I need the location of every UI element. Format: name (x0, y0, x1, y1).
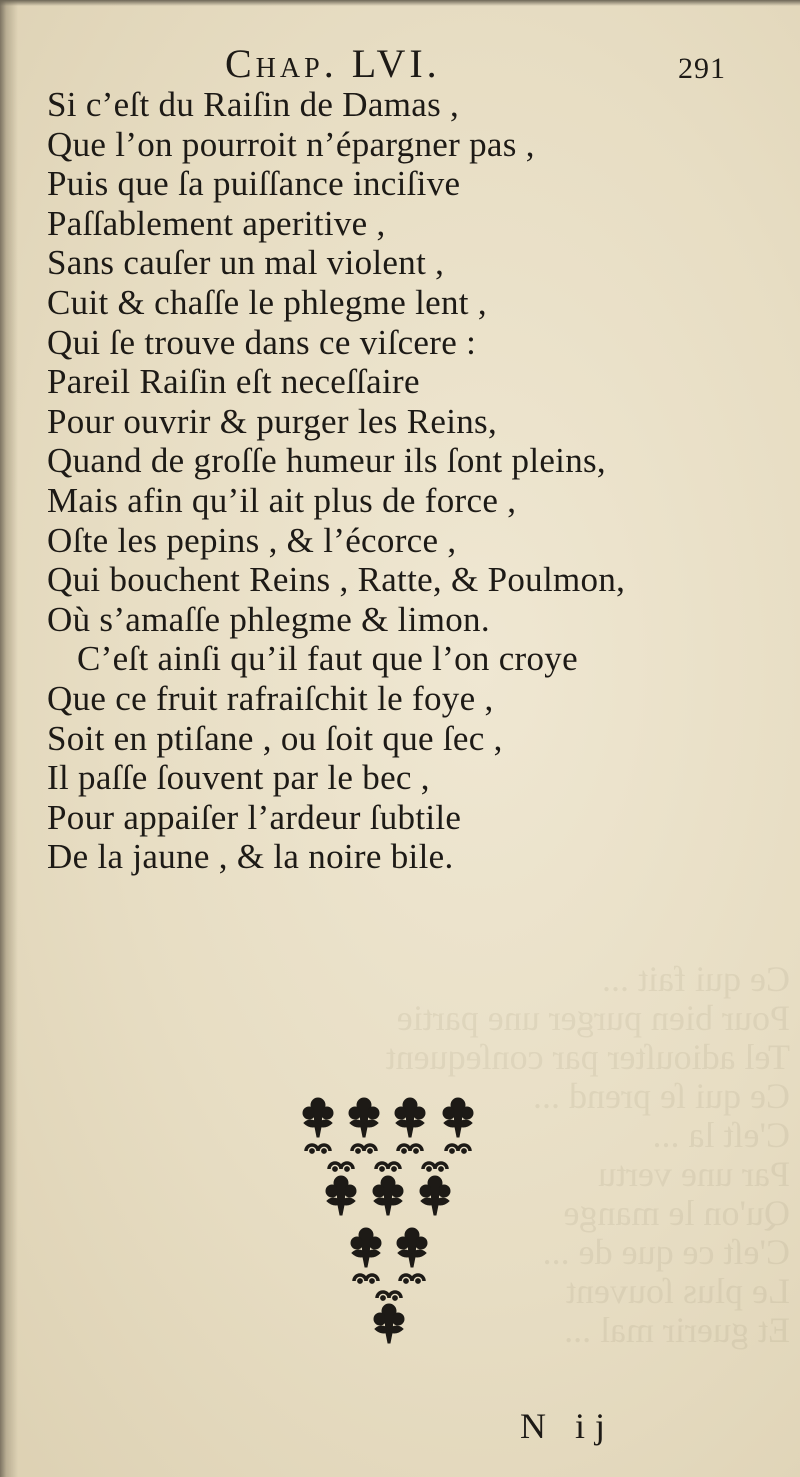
verse-line: Pareil Raiſin eſt neceſſaire (47, 362, 420, 402)
verse-line: Mais afin qu’il ait plus de force , (47, 480, 517, 520)
verse-line: De la jaune , & la noire bile. (47, 837, 454, 877)
verse-line: Il paſſe ſouvent par le bec , (47, 758, 430, 798)
fleuron-cul-de-lampe-icon (296, 1095, 486, 1355)
verse-line: Où s’amaſſe phlegme & limon. (47, 599, 490, 639)
verse-line: Paſſablement aperitive , (47, 203, 386, 243)
binding-shadow (0, 0, 18, 1477)
verse-line: Quand de groſſe humeur ils ſont pleins, (47, 441, 606, 481)
running-header (0, 38, 800, 88)
show-through-text: Ce qui fait ... Pour bien purger une partie Tel adiouſter par conſequent Ce qui ſe prend ... C'eſt la ... Par une vertu Qu'on le mange C'eſt ce que de ... Le plus ſouvent Et guerir mal ... (385, 959, 790, 1350)
verse-line: Pour ouvrir & purger les Reins, (47, 401, 497, 441)
verse-line: Qui bouchent Reins , Ratte, & Poulmon, (47, 560, 626, 600)
verse-line: Puis que ſa puiſſance inciſive (47, 164, 461, 204)
page-number: 291 (678, 52, 726, 85)
verse-line: Sans cauſer un mal violent , (47, 243, 445, 283)
verse-line: Que ce fruit rafraiſchit le foye , (47, 678, 494, 718)
verse-line: Que l’on pourroit n’épargner pas , (47, 124, 535, 164)
running-title: Chap. LVI. (225, 41, 441, 86)
poem-verses (47, 85, 767, 877)
verse-line: Pour appaiſer l’ardeur ſubtile (47, 797, 462, 837)
page-top-edge (0, 0, 800, 6)
verse-line: C’eſt ainſi qu’il faut que l’on croye (77, 639, 578, 679)
verse-line: Si c’eſt du Raiſin de Damas , (47, 85, 460, 124)
signature-mark: N ij (520, 1406, 616, 1446)
verse-line: Soit en ptiſane , ou ſoit que ſec , (47, 718, 503, 758)
verse-line: Cuit & chaſſe le phlegme lent , (47, 282, 487, 322)
verse-line: Oſte les pepins , & l’écorce , (47, 520, 457, 560)
verse-line: Qui ſe trouve dans ce viſcere : (47, 322, 477, 362)
